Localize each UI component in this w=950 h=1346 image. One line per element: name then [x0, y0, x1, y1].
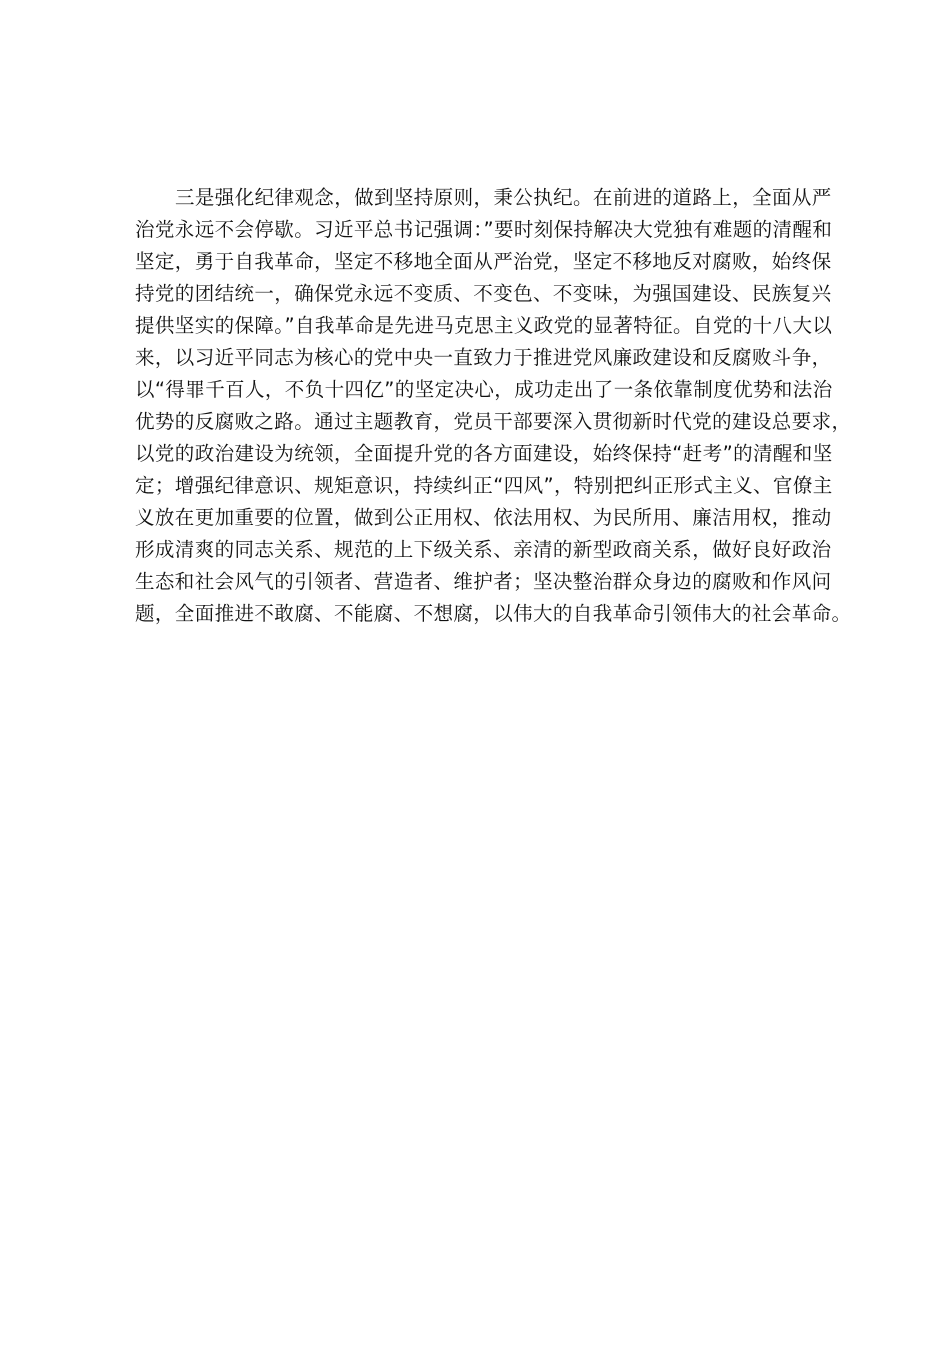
paragraph-line: 定；增强纪律意识、规矩意识，持续纠正“四风”，特别把纠正形式主义、官僚主 — [135, 474, 833, 497]
paragraph-line: 形成清爽的同志关系、规范的上下级关系、亲清的新型政商关系，做好良好政治 — [135, 538, 832, 561]
paragraph-line: 生态和社会风气的引领者、营造者、维护者；坚决整治群众身边的腐败和作风问 — [135, 570, 832, 593]
paragraph-line: 以“得罪千百人，不负十四亿”的坚定决心，成功走出了一条依靠制度优势和法治 — [135, 378, 833, 401]
paragraph-line: 以党的政治建设为统领，全面提升党的各方面建设，始终保持“赶考”的清醒和坚 — [135, 442, 833, 465]
paragraph-line: 优势的反腐败之路。通过主题教育，党员干部要深入贯彻新时代党的建设总要求， — [135, 410, 852, 433]
paragraph-line: 义放在更加重要的位置，做到公正用权、依法用权、为民所用、廉洁用权，推动 — [135, 506, 832, 529]
paragraph-line: 持党的团结统一，确保党永远不变质、不变色、不变味，为强国建设、民族复兴 — [135, 282, 832, 305]
paragraph-line: 来，以习近平同志为核心的党中央一直致力于推进党风廉政建设和反腐败斗争， — [135, 346, 832, 369]
paragraph-line: 题，全面推进不敢腐、不能腐、不想腐，以伟大的自我革命引领伟大的社会革命。 — [135, 602, 852, 625]
paragraph-line: 三是强化纪律观念，做到坚持原则，秉公执纪。在前进的道路上，全面从严 — [175, 186, 832, 209]
body-paragraph — [135, 182, 852, 630]
paragraph-line: 治党永远不会停歇。习近平总书记强调：”要时刻保持解决大党独有难题的清醒和 — [135, 218, 833, 241]
paragraph-line: 提供坚实的保障。”自我革命是先进马克思主义政党的显著特征。自党的十八大以 — [135, 314, 833, 337]
paragraph-line: 坚定，勇于自我革命，坚定不移地全面从严治党，坚定不移地反对腐败，始终保 — [135, 250, 832, 273]
